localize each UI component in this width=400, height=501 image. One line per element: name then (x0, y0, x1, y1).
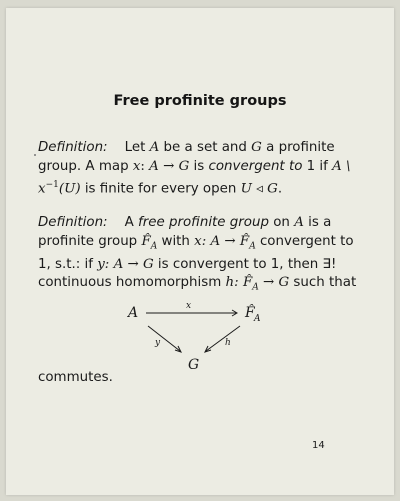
label-x: x (186, 301, 192, 311)
def1-text: 1 if (302, 158, 333, 174)
def2-text: is convergent to 1, then ∃! continuous homomorphism (38, 256, 337, 291)
math-x: x (132, 158, 141, 174)
def2-text: A (124, 215, 139, 230)
math-A: A (294, 215, 304, 230)
def2-text: such that (289, 275, 357, 291)
math-map-y: y: A → G (97, 256, 154, 272)
def1-text: be a set and (159, 140, 252, 155)
math-sub: A (150, 241, 158, 252)
commutes-text: commutes. (38, 370, 113, 385)
page-title: Free profinite groups (113, 93, 287, 109)
math-map-h: h: F̂ (225, 275, 253, 291)
def1-text: is finite for every open (80, 181, 241, 197)
definition-label: Definition: (38, 215, 108, 230)
def1-text: is (189, 158, 209, 174)
math-G: G (278, 275, 290, 291)
def2-text: convergent to 1, s.t.: if (38, 233, 354, 272)
math-A: A (149, 140, 160, 155)
label-h: h (225, 338, 231, 348)
convergent-term: convergent to (208, 158, 303, 174)
def1-text: Let (124, 140, 150, 155)
def2-text: on (268, 215, 295, 230)
def2-text: is a profinite group (38, 215, 332, 249)
math-G: G (251, 140, 262, 155)
math-expr: A \ x (38, 158, 351, 197)
math-sup: −1 (45, 180, 59, 191)
def1-text: . (277, 181, 283, 197)
diagram-node-F-sub: A (254, 314, 261, 324)
definition-label: Definition: (38, 140, 108, 155)
math-sub: A (249, 241, 256, 252)
math-map-x: x: A → F̂ (194, 233, 250, 249)
math-FA: F̂ (141, 233, 151, 249)
math-G: G (178, 158, 190, 174)
arrow-h (206, 326, 240, 351)
page-number: 14 (312, 440, 325, 451)
diagram-node-G: G (188, 357, 200, 373)
label-y: y (155, 338, 161, 348)
math-sub: A (252, 283, 259, 294)
arrow-y (148, 326, 180, 351)
math-U: (U) (58, 181, 81, 197)
math-A: A (149, 158, 159, 174)
math-arrow: → (258, 275, 279, 291)
diagram-node-A: A (128, 305, 139, 321)
math-arrow: → (158, 158, 179, 174)
diagram-node-F: F̂ (245, 305, 255, 321)
def1-text: a profinite group. A map (38, 140, 335, 174)
def2-text: with (157, 233, 195, 249)
math-condition: U ◃ G (240, 181, 278, 197)
math-colon: : (140, 158, 150, 174)
free-profinite-group-term: free profinite group (138, 215, 269, 230)
